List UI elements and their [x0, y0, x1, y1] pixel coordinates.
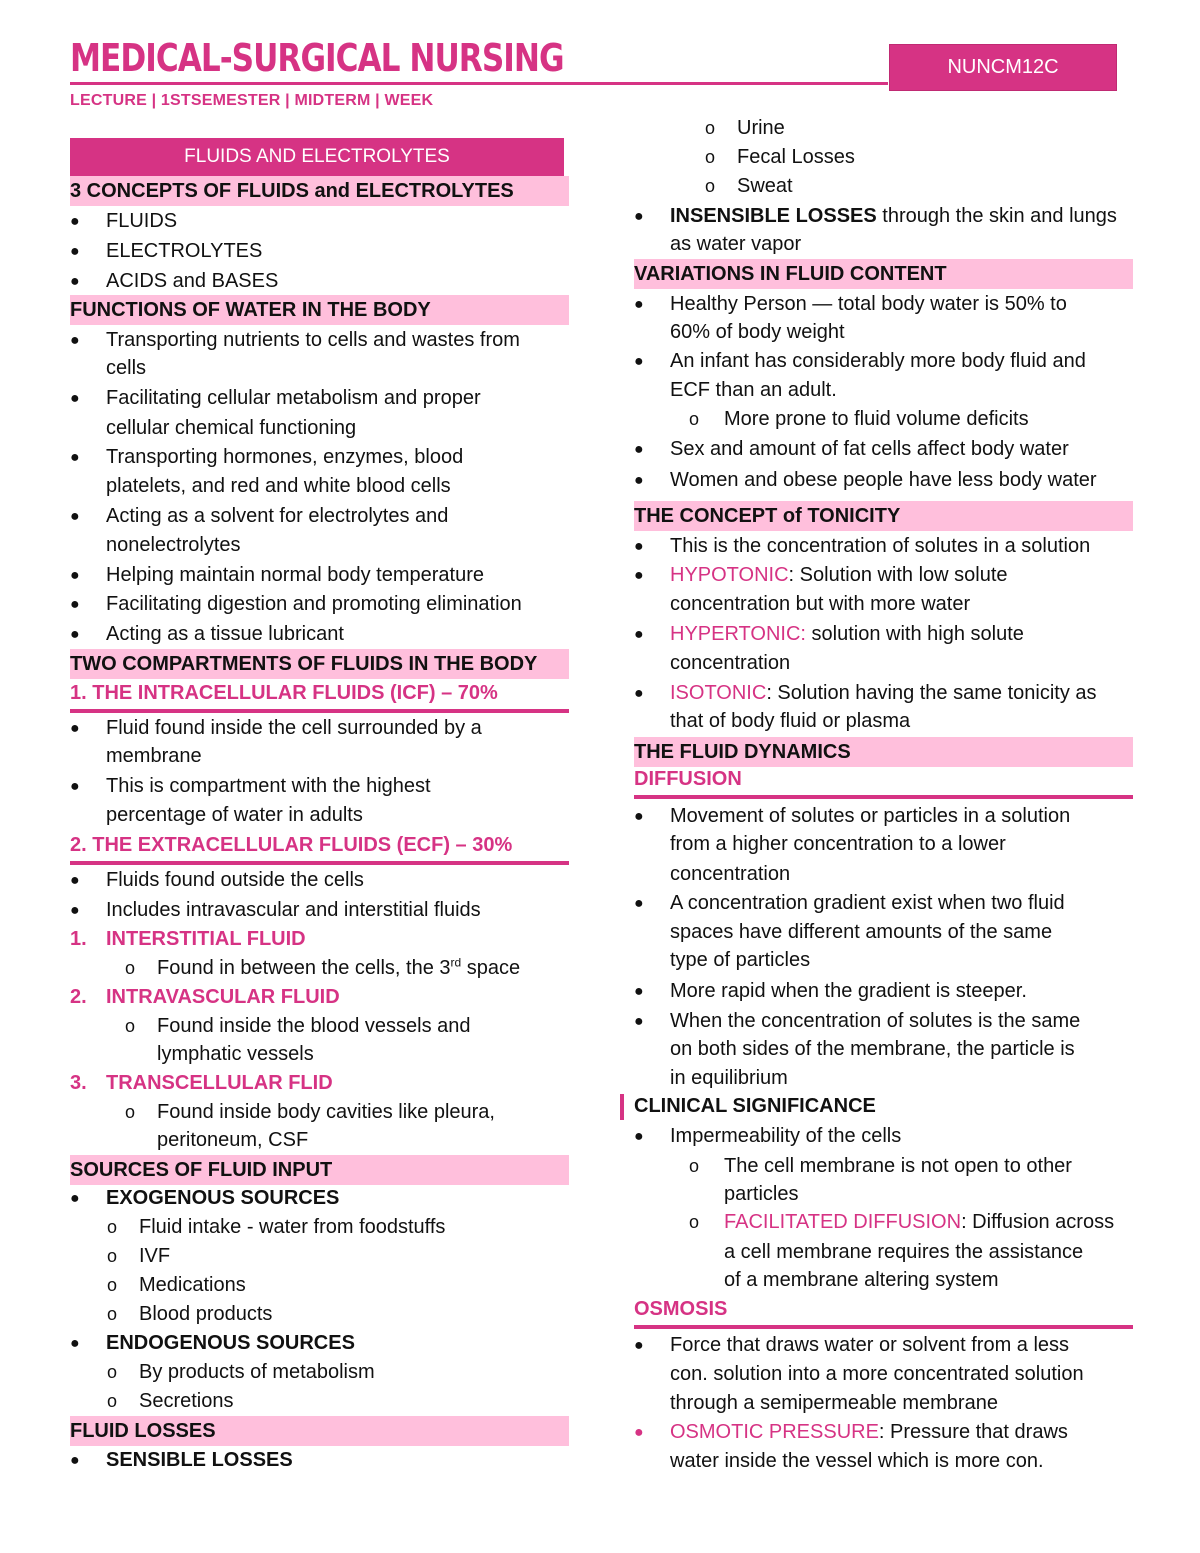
section-heading-compartments: TWO COMPARTMENTS OF FLUIDS IN THE BODY — [70, 649, 569, 679]
bullet-icon: ● — [634, 626, 644, 643]
subsection-heading-clinical: CLINICAL SIGNIFICANCE — [634, 1092, 876, 1121]
bullet-icon: ● — [634, 895, 644, 912]
accent-bar — [620, 1094, 624, 1120]
bullet-icon: ● — [70, 1190, 80, 1207]
circle-bullet-icon: o — [107, 1217, 118, 1237]
bullet-icon: ● — [634, 296, 644, 313]
bullet-icon: ● — [634, 1128, 644, 1145]
bullet-icon: ● — [634, 1013, 644, 1030]
circle-bullet-icon: o — [705, 118, 716, 138]
bullet-icon: ● — [634, 808, 644, 825]
bullet-icon: ● — [70, 778, 80, 795]
section-heading-tonicity: THE CONCEPT of TONICITY — [634, 501, 1133, 531]
circle-bullet-icon: o — [107, 1246, 118, 1266]
bullet-icon: ● — [70, 720, 80, 737]
section-heading-functions: FUNCTIONS OF WATER IN THE BODY — [70, 295, 569, 325]
bullet-icon: ● — [70, 1335, 80, 1352]
document-subtitle: LECTURE | 1STSEMESTER | MIDTERM | WEEK — [70, 92, 434, 109]
section-heading-variations: VARIATIONS IN FLUID CONTENT — [634, 259, 1133, 289]
circle-bullet-icon: o — [107, 1304, 118, 1324]
circle-bullet-icon: o — [705, 176, 716, 196]
topic-title-box: FLUIDS AND ELECTROLYTES — [70, 138, 564, 176]
document-title: MEDICAL-SURGICAL NURSING — [70, 36, 564, 80]
bullet-icon: ● — [70, 567, 80, 584]
circle-bullet-icon: o — [689, 1212, 700, 1232]
bullet-icon: ● — [70, 449, 80, 466]
bullet-icon: ● — [634, 538, 644, 555]
section-heading-dynamics: THE FLUID DYNAMICS — [634, 737, 1133, 767]
bullet-icon: ● — [70, 273, 80, 290]
circle-bullet-icon: o — [705, 147, 716, 167]
bullet-icon: ● — [634, 208, 644, 225]
section-heading-losses: FLUID LOSSES — [70, 1416, 569, 1446]
subsection-heading-osmosis: OSMOSIS — [634, 1296, 1133, 1329]
bullet-icon: ● — [70, 213, 80, 230]
bullet-icon: ● — [70, 626, 80, 643]
bullet-icon: ● — [634, 567, 644, 584]
bullet-icon: ● — [70, 1452, 80, 1469]
bullet-icon: ● — [70, 390, 80, 407]
course-code-badge: NUNCM12C — [889, 44, 1117, 91]
bullet-icon: ● — [634, 441, 644, 458]
circle-bullet-icon: o — [689, 409, 700, 429]
circle-bullet-icon: o — [107, 1362, 118, 1382]
bullet-icon: ● — [70, 508, 80, 525]
bullet-icon: ● — [634, 1337, 644, 1354]
bullet-icon: ● — [70, 872, 80, 889]
subsection-heading-ecf: 2. THE EXTRACELLULAR FLUIDS (ECF) – 30% — [70, 832, 569, 865]
subsection-heading-diffusion: DIFFUSION — [634, 766, 1133, 799]
circle-bullet-icon: o — [125, 1016, 136, 1036]
bullet-icon: ● — [634, 1424, 644, 1441]
bullet-icon: ● — [70, 596, 80, 613]
bullet-icon: ● — [634, 472, 644, 489]
bullet-icon: ● — [634, 983, 644, 1000]
bullet-icon: ● — [70, 243, 80, 260]
circle-bullet-icon: o — [689, 1156, 700, 1176]
section-heading-concepts: 3 CONCEPTS OF FLUIDS and ELECTROLYTES — [70, 176, 569, 206]
header-rule — [70, 82, 888, 85]
bullet-icon: ● — [70, 902, 80, 919]
bullet-icon: ● — [70, 332, 80, 349]
subsection-heading-icf: 1. THE INTRACELLULAR FLUIDS (ICF) – 70% — [70, 680, 569, 713]
circle-bullet-icon: o — [107, 1391, 118, 1411]
section-heading-sources: SOURCES OF FLUID INPUT — [70, 1155, 569, 1185]
bullet-icon: ● — [634, 353, 644, 370]
circle-bullet-icon: o — [125, 1102, 136, 1122]
circle-bullet-icon: o — [107, 1275, 118, 1295]
bullet-icon: ● — [634, 685, 644, 702]
circle-bullet-icon: o — [125, 958, 136, 978]
